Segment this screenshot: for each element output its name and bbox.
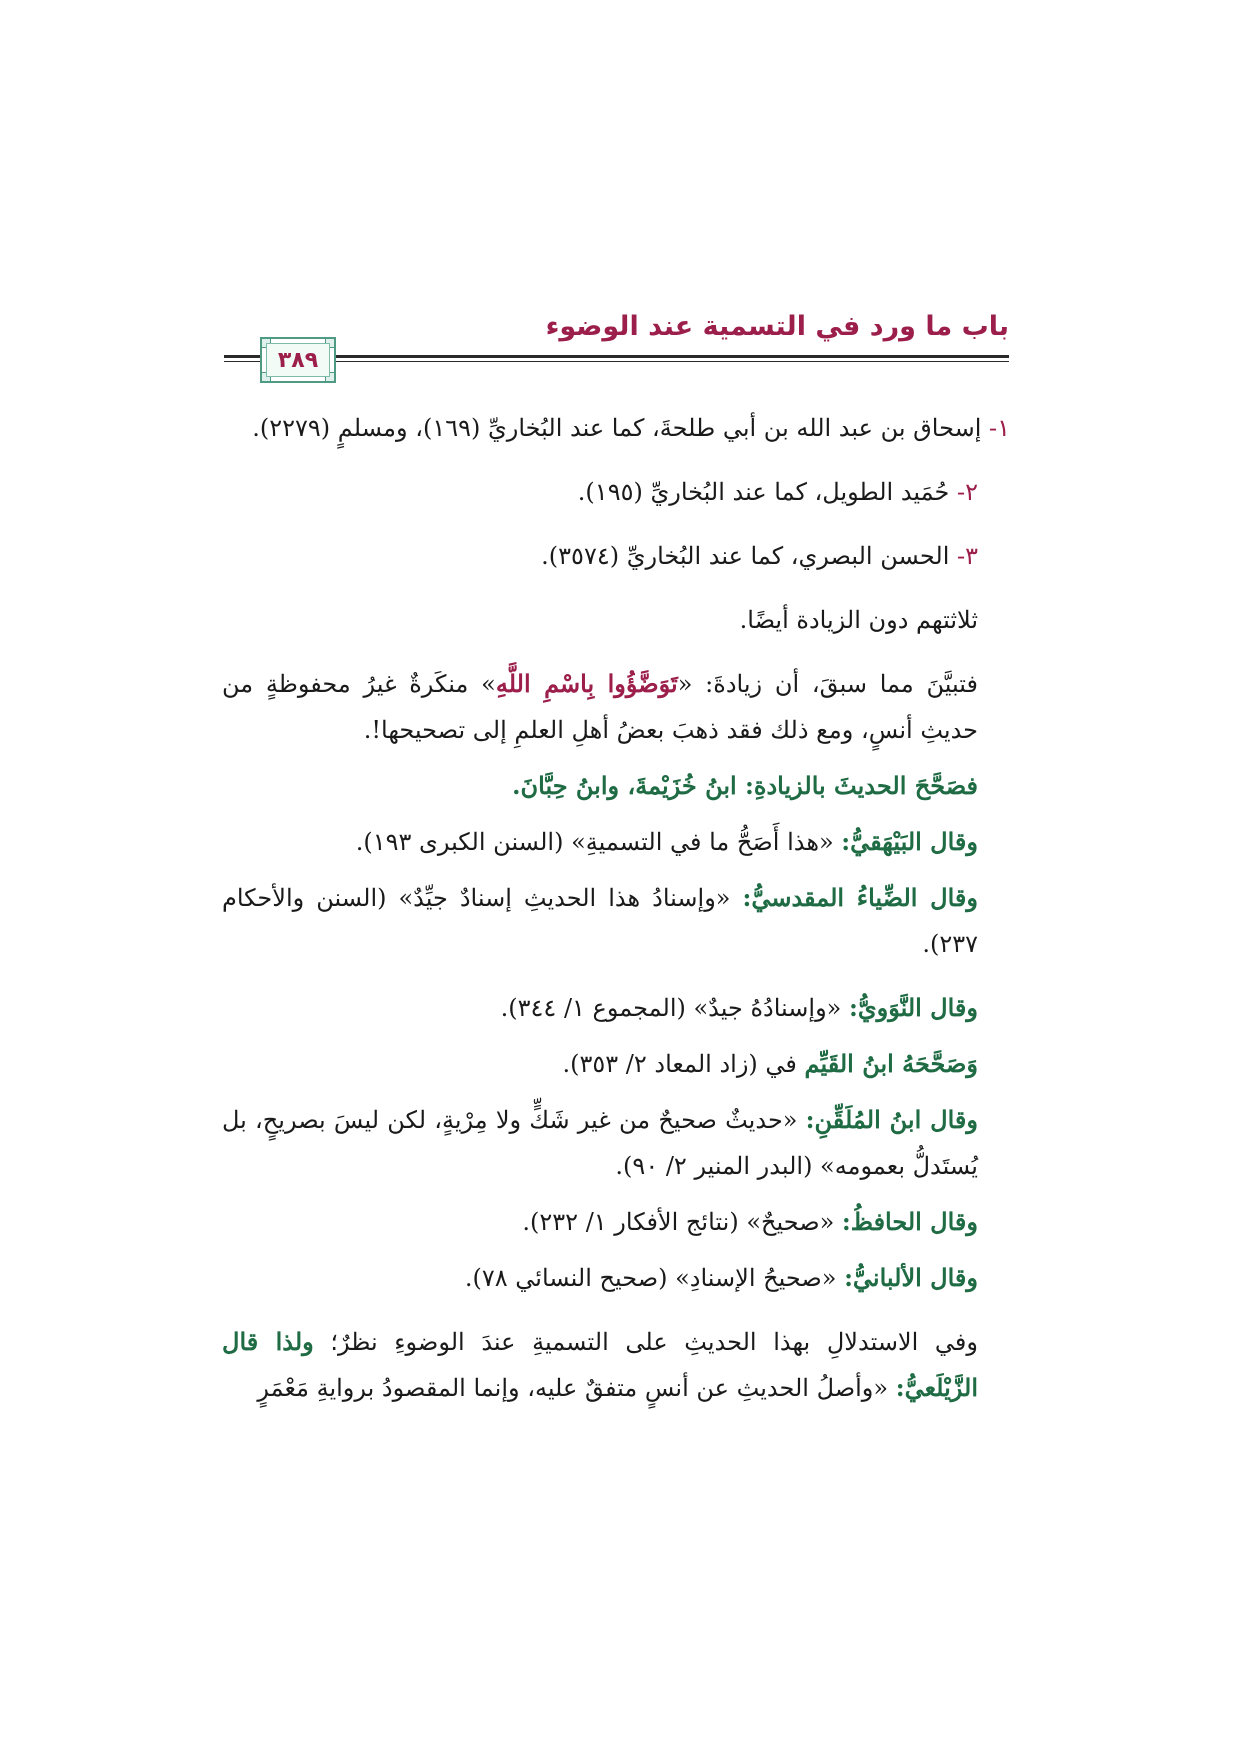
conclusion-text-before: فتبيَّنَ مما سبقَ، أن زيادةَ: « [677, 670, 978, 698]
quote-nawawi [222, 985, 1010, 1031]
speaker-name: وقال النَّوَويُّ: [848, 993, 978, 1022]
item-number: ١- [989, 414, 1010, 442]
paragraph-all-three: ثلاثتهم دون الزيادة أيضًا. [739, 606, 978, 634]
list-item-3 [222, 533, 1010, 579]
quote-text: في (زاد المعاد ٢/ ٣٥٣). [562, 1050, 805, 1078]
quote-text: «صحيحٌ» (نتائج الأفكار ١/ ٢٣٢). [522, 1208, 842, 1236]
item-number: ٣- [957, 542, 978, 570]
page-header [224, 305, 1009, 385]
quote-bayhaqi [222, 819, 1010, 865]
header-rule-thin [224, 361, 1009, 362]
paragraph-conclusion [222, 661, 1010, 753]
speaker-name: وقال الضِّياءُ المقدسيُّ: [742, 883, 978, 912]
quote-albani [222, 1255, 1010, 1301]
speaker-name: وقال الحافظُ: [841, 1207, 978, 1236]
list-item-1 [222, 405, 1010, 451]
quote-ibn-qayyim [222, 1041, 1010, 1087]
speaker-name: وَصَحَّحَهُ ابنُ القَيِّم [804, 1049, 978, 1078]
speaker-name: وقال ابنُ المُلَقِّنِ: [805, 1105, 978, 1134]
quote-text: «وإسنادُ هذا الحديثِ إسنادٌ جيِّدٌ» (السنن والأحكام ٢٣٧). [222, 884, 978, 958]
speaker-name: وقال الألبانيُّ: [844, 1263, 978, 1292]
speaker-name: وقال البَيْهَقيُّ: [841, 827, 978, 856]
page-number-badge [260, 337, 336, 383]
chapter-title: باب ما ورد في التسمية عند الوضوء [545, 311, 1009, 342]
paragraph-corrected-by: فصَحَّحَ الحديثَ بالزيادةِ: ابنُ خُزَيْمةَ، وابنُ حِبَّانَ. [512, 771, 978, 800]
paragraph-zaylai [222, 1319, 1010, 1411]
quote-text: «هذا أَصَحُّ ما في التسميةِ» (السنن الكبرى ١٩٣). [355, 828, 842, 856]
hadith-quote: تَوَضَّؤُوا بِاسْمِ اللَّهِ [495, 669, 678, 698]
item-text: حُمَيد الطويل، كما عند البُخاريِّ (١٩٥). [577, 478, 957, 506]
quote-text: «حديثٌ صحيحٌ من غير شَكٍّ ولا مِرْيةٍ، لكن ليسَ بصريحٍ، بل يُستَدلُّ بعمومه» (البدر المنير ٢/ ٩٠). [222, 1106, 978, 1180]
header-rule-thick [224, 355, 1009, 358]
item-text: إسحاق بن عبد الله بن أبي طلحةَ، كما عند البُخاريِّ (١٦٩)، ومسلمٍ (٢٢٧٩). [252, 414, 989, 442]
quote-ibn-mulaqqin [222, 1097, 1010, 1189]
paragraph-text-before: وفي الاستدلالِ بهذا الحديثِ على التسميةِ عندَ الوضوءِ نظرٌ؛ [313, 1328, 978, 1356]
quote-diya [222, 875, 1010, 967]
quote-text: «صحيحُ الإسنادِ» (صحيح النسائي ٧٨). [464, 1264, 845, 1292]
quote-hafiz [222, 1199, 1010, 1245]
page-number: ٣٨٩ [277, 347, 319, 373]
conclusion-text-after: » منكَرةٌ غيرُ محفوظةٍ من حديثِ أنسٍ، ومع ذلك فقد ذهبَ بعضُ أهلِ العلمِ إلى تصحيحها!. [222, 670, 978, 744]
list-item-2 [222, 469, 1010, 515]
body-text [222, 405, 1010, 1429]
quote-text: «وأصلُ الحديثِ عن أنسٍ متفقٌ عليه، وإنما المقصودُ بروايةِ مَعْمَرٍ [257, 1374, 896, 1402]
quote-text: «وإسنادُهُ جيدٌ» (المجموع ١/ ٣٤٤). [500, 994, 849, 1022]
speaker-name: ولذا قال الزَّيْلَعيُّ: [222, 1327, 978, 1402]
item-text: الحسن البصري، كما عند البُخاريِّ (٣٥٧٤). [541, 542, 957, 570]
item-number: ٢- [957, 478, 978, 506]
